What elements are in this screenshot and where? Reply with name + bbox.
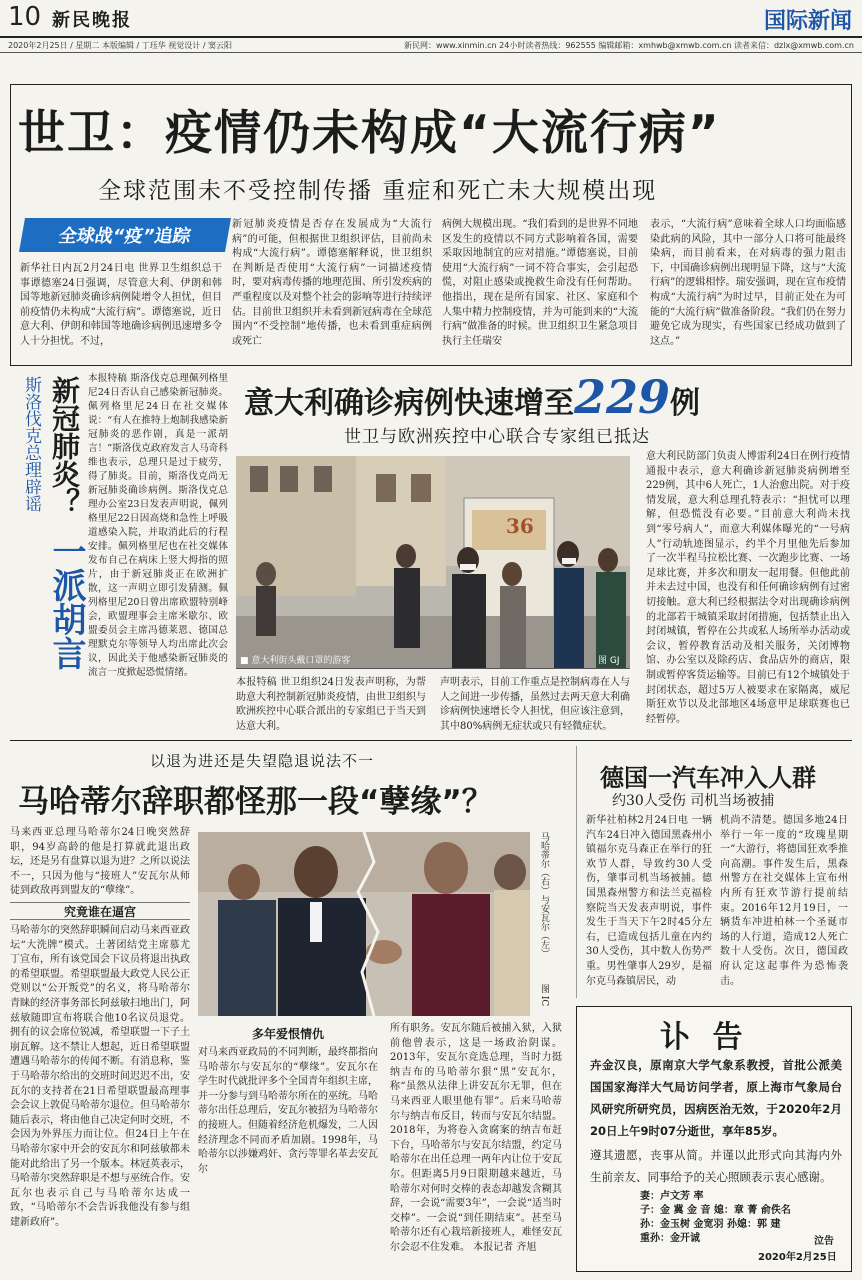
italy-column-a: 本报特稿 世卫组织24日发表声明称，为帮助意大利控制新冠肺炎疫情，由世卫组织与欧洲疾控中心联合派出的专家组已于当天到达意大利。 xyxy=(236,677,426,732)
section-rule xyxy=(10,740,852,741)
mahathir-body-2: 对马来西亚政局的不同判断，最终都指向马哈蒂尔与安瓦尔的“孽缘”。安瓦尔在学生时代就批评多个全国青年组织主席，并一分参与到马哈蒂尔所在的巫统。马哈蒂尔出任总理后，安瓦尔被招为马哈蒂尔的接班人。但随着经济危机爆发，二人因经济理念不同而矛盾加剧。1998年，马哈蒂尔以涉嫌鸡奸、贪污等罪名革去安瓦尔 xyxy=(198,1047,378,1175)
page-number: 10 xyxy=(8,2,42,32)
obituary-family-line: 孙：金玉树 金宽羽 孙媳：郭 建 xyxy=(640,1219,781,1230)
italy-photo-credit: 图 GJ xyxy=(598,656,620,666)
poster-number: 36 xyxy=(506,514,534,538)
rumor-kicker: 斯洛伐克总理辟谣 xyxy=(21,376,41,512)
contact-line: 新民网：www.xinmin.cn 24小时读者热线：962555 编辑邮箱：xmhwb@xmwb.com.cn 读者来信：dzlx@xmwb.com.cn xyxy=(404,41,854,50)
germany-headline: 德国一汽车冲入人群 xyxy=(600,764,816,792)
italy-headline-pre: 意大利确诊病例快速增至 xyxy=(244,386,574,421)
italy-photo-illustration xyxy=(236,456,630,668)
lead-headline: 世卫：疫情仍未构成“大流行病” xyxy=(18,106,721,161)
germany-subhead: 约30人受伤 司机当场被捕 xyxy=(612,793,775,809)
obituary-title: 讣 告 xyxy=(660,1020,749,1055)
mahathir-kicker: 以退为进还是失望隐退说法不一 xyxy=(150,752,375,770)
germany-column-1: 新华社柏林2月24日电 一辆汽车24日冲入德国黑森州小镇福尔克马森正在举行的狂欢节人群，导致约30人受伤，肇事司机当场被捕。德国黑森州警方和法兰克福检察院当天发表声明说，事件发生于当天下午2时45分左右，已造成包括儿童在内约30人受伤，其中数人伤势严重。男性肇事人29岁，是福尔克马森镇居民，动 xyxy=(586,815,712,987)
obituary-body: 卉金汉良，原南京大学气象系教授，首批公派美国国家海洋大气局访问学者，原上海市气象局台风研究所研究员，因病医治无效，于2020年2月20日上午9时07分逝世，享年85岁。 xyxy=(590,1058,842,1138)
italy-photo-caption: ■ 意大利街头戴口罩的游客 xyxy=(240,656,351,666)
italy-photo xyxy=(236,456,630,668)
lead-column-4: 表示，“大流行病”意味着全球人口均面临感染此病的风险，其中一部分人口将可能最终染病，而目前看来，在对病毒的强力阻击下，中国确诊病例出现明显下降，这与“大流行病”的逻辑相悖。瑞安强调，现在宣布疫情构成“大流行病”为时过早，目前正处在为可能的“大流行病”做准备阶段。“我们仍在努力避免它成为现实，有些国家已经成功做到了这点。” xyxy=(650,219,846,347)
lead-column-3: 病例大规模出现。“我们看到的是世界不同地区发生的疫情以不同方式影响着各国，需要采取因地制宜的应对措施。”谭德塞说，目前使用“大流行病”一词不符合事实，会引起恐慌，对阻止感染或挽救生命没有任何帮助。他指出，现在是所有国家、社区、家庭和个人集中精力控制疫情，并为可能到来的“大流行病”做准备的时候。世卫组织卫生紧急项目执行主任瑞安 xyxy=(442,219,638,347)
italy-headline-number: 229 xyxy=(574,370,671,424)
mahathir-body-3: 所有职务。安瓦尔随后被捕入狱，入狱前他曾表示，这是一场政治阴谋。2013年，安瓦尔竞选总理，当时力挺纳吉布的马哈蒂尔狠“黑”安瓦尔，称“虽然从法律上讲安瓦尔无罪，但在马来西亚人眼里他有罪”。后来马哈蒂尔与纳吉布反目，转而与安瓦尔结盟。2018年，为将卷入贪腐案的纳吉布赶下台，马哈蒂尔与安瓦尔结盟，约定马哈蒂尔在出任总理一两年内让位于安瓦尔。但距离5月9日限期越来越近，马哈蒂尔对何时交棒的表态却越发含糊其辞，一会说“需要3年”，一会说“适当时交棒”。一会说“到任期结束”。甚至马哈蒂尔还有心栽培新接班人，难怪安瓦尔会忍不住发难。 本报记者 齐旭 xyxy=(390,1023,562,1253)
italy-headline xyxy=(244,370,700,424)
italy-subhead: 世卫与欧洲疾控中心联合专家组已抵达 xyxy=(344,427,650,447)
header-rule xyxy=(0,36,862,38)
topic-tag xyxy=(19,218,231,252)
topic-tag-label: 全球战“疫”追踪 xyxy=(57,226,193,247)
lead-subhead: 全球范围未不受控制传播 重症和死亡未大规模出现 xyxy=(98,178,658,204)
mahathir-photo-illustration xyxy=(198,832,530,1016)
italy-headline-post: 例 xyxy=(670,386,701,421)
germany-column-2: 机尚不清楚。德国多地24日举行一年一度的“玫瑰星期一”大游行，将德国狂欢季推向高潮。事件发生后，黑森州警方在社交媒体上宣布州内所有狂欢节游行提前结束。2016年12月19日，一辆货车冲进柏林一个圣诞市场的人行道，造成12人死亡数十人受伤。次日，德国政府认定这起事件为恐怖袭击。 xyxy=(720,815,848,987)
lead-column-2: 新冠肺炎疫情是否存在发展成为“大流行病”的可能，但根据世卫组织评估，目前尚未构成“大流行病”。谭德塞解释说，世卫组织在判断是否使用“大流行病”一词描述疫情时，要对病毒传播的地理范围、所引发疾病的严重程度以及对整个社会的影响等进行持续评估。目前世卫组织并未看到新冠病毒在全球范围内“不受控制”地传播，也未看到重症病例或死亡 xyxy=(232,219,432,347)
italy-column-b: 声明表示，目前工作重点是控制病毒在人与人之间进一步传播，虽然过去两天意大利确诊病例快速增长令人担忧，但应该注意到，其中80%病例无症状或只有轻微症状。 xyxy=(440,677,630,732)
mahathir-lead: 马来西亚总理马哈蒂尔24日晚突然辞职，94岁高龄的他是打算就此退出政坛，还是另有盘算以退为进？之所以说法不一，只因为他与“接班人”安瓦尔从师徒到政敌再到盟友的“孽缘”。 xyxy=(10,827,190,897)
obituary-family-line: 子：金 冀 金 音 媳：章 菁 俞佚名 xyxy=(640,1205,791,1216)
rumor-title-b: 一派胡言 xyxy=(46,534,86,670)
mahathir-photo-credit: 图 IC xyxy=(539,984,549,1007)
section-title: 国际新闻 xyxy=(763,9,852,34)
obituary-date: 2020年2月25日 xyxy=(758,1252,837,1263)
mahathir-headline: 马哈蒂尔辞职都怪那一段“孽缘”？ xyxy=(18,784,493,820)
italy-photo-rule xyxy=(236,668,630,669)
rumor-body: 本报特稿 斯洛伐克总理佩列格里尼24日否认自己感染新冠肺炎。佩列格里尼24日在社交媒体说：“有人在推特上炮制我感染新冠肺炎的恶作剧，真是一派胡言！”斯洛伐克政府发言人马奇科维也表示，总理只是过于疲劳，得了肺炎。目前，斯洛伐克尚无新冠肺炎确诊病例。斯洛伐克总理办公室23日发表声明说，佩列格里尼22日因高烧和急性上呼吸道感染入院，并取消此后的行程安排。佩列格里尼也在社交媒体发布自己在病床上竖大拇指的照片，由于新冠肺炎正在欧洲扩散，这一声明立即引发猜测。佩列格里尼20日曾出席欧盟特别峰会，欧盟理事会主席米歇尔、欧盟委员会主席冯德莱恩、德国总理默克尔等领导人均出席此次会议，因此关于他感染新冠肺炎的流言一度掀起恐慌情绪。 xyxy=(88,373,228,678)
obituary-family-line: 妻：卢文芳 率 xyxy=(640,1191,704,1202)
mahathir-body-1: 马哈蒂尔的突然辞职瞬间启动马来西亚政坛“大洗牌”模式。土著团结党主席慕尤丁宣布，所有该党国会下议员将退出执政的希望联盟。希望联盟最大政党人民公正党则以“公开叛党”的名义，将马哈蒂尔青睐的经济事务部长阿兹敏扫地出门，阿兹敏随即宣布将联合他10名议员退党。拥有的议会席位锐减，希望联盟一下子土崩瓦解。这不禁让人想起，近日希望联盟遭遇马哈蒂尔的传闻不断。有消息称，鉴于马哈蒂尔给出的交班时间迟迟不出，安瓦尔的支持者在21日希望联盟最高理事会会议上敦促马哈蒂尔退位。但马哈蒂尔随后表示，将由他自己决定何时交班，不会因为外界压力而让位。但24日上午在马哈蒂尔家中开会的安瓦尔和阿兹敏都未能对此给出了另一个版本。林冠英表示，马哈蒂尔突然辞职是不想与巫统合作。安瓦尔也表示自己与马哈蒂尔达成一致，“马哈蒂尔不会告诉我他没有参与组建新政府”。 xyxy=(10,925,190,1228)
rumor-title-a: 新冠肺炎？ xyxy=(48,376,81,516)
lead-column-1: 新华社日内瓦2月24日电 世界卫生组织总干事谭德塞24日强调，尽管意大利、伊朗和韩国等地新冠肺炎确诊病例陡增令人担忧，但目前疫情仍未构成“大流行病”。谭德塞说，近日意大利、伊朗和韩国等地确诊病例迅速增多令人十分担忧。不过， xyxy=(20,263,222,347)
mahathir-photo-caption: 马哈蒂尔（右）与安瓦尔（左） xyxy=(539,832,549,958)
italy-photo-caption-text: 意大利街头戴口罩的游客 xyxy=(251,656,351,666)
italy-right-column: 意大利民防部门负责人博雷利24日在例行疫情通报中表示，意大利确诊新冠肺炎病例增至229例，其中6人死亡，1人治愈出院。对于疫情发展，意大利总理孔特表示：“担忧可以理解，但恐慌没有必要。”目前意大利尚未找到“零号病人”，而意大利媒体曝光的“一号病人”行动轨迹图显示，约半个月里他先后参加了一次半程马拉松比赛、一次跑步比赛、一场足球比赛，并多次和朋友一起用餐。但他此前并未去过中国，也没有和任何确诊病例有过密切接触。意大利已经根据法令对出现确诊病例的北部若干城镇采取封闭措施，包括禁止出入封闭城镇，暂停在公共或私人场所举办活动或会议，暂停教育活动及相关服务，关闭博物馆、办公室以及除药店、食品店外的商店，限制或暂停客货运输等。目前已有12个城镇处于封闭状态，超过5万人被要求在家隔离，威尼斯狂欢节以及北部地区4场意甲足球联赛也已经暂停。 xyxy=(646,451,850,725)
date-line: 2020年2月25日 / 星期二 本版编辑 / 丁珏华 视觉设计 / 窦云阳 xyxy=(8,41,233,50)
newspaper-logo: 新民晚报 xyxy=(52,10,132,31)
meta-rule xyxy=(0,52,862,53)
mahathir-subhead-2: 多年爱恨情仇 xyxy=(251,1026,324,1041)
obituary-sign: 泣告 xyxy=(814,1236,834,1247)
mahathir-subhead-1: 究竟谁在逼宫 xyxy=(10,902,190,920)
mahathir-photo xyxy=(198,832,530,1016)
obituary-body-2: 遵其遗愿，丧事从简。并谨以此形式向其海内外生前亲友、同事给予的关心照顾表示衷心感谢。 xyxy=(590,1148,842,1184)
obituary-family-line: 重孙：金开诚 xyxy=(640,1233,700,1244)
